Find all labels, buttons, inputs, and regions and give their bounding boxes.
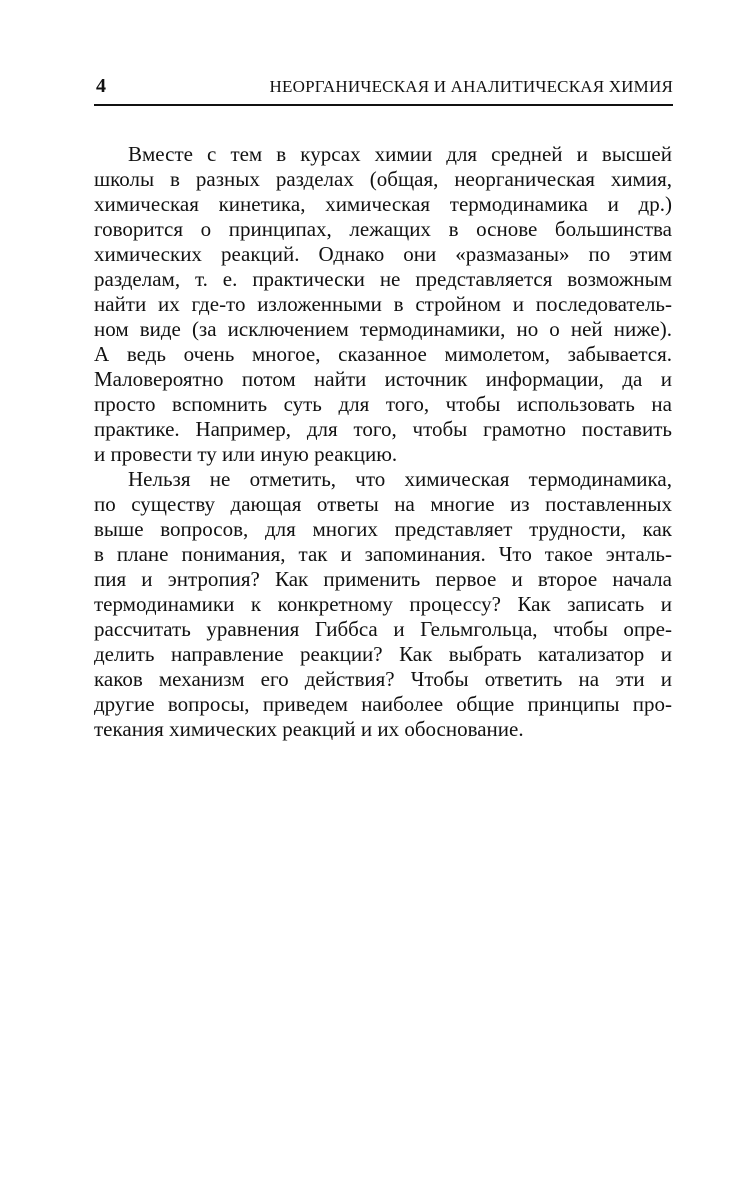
text-line: другие вопросы, приведем наиболее общие принципы про- [94, 692, 672, 716]
text-line: по существу дающая ответы на многие из поставленных [94, 492, 672, 516]
text-line: Маловероятно потом найти источник информации, да и [94, 367, 672, 391]
running-title: НЕОРГАНИЧЕСКАЯ И АНАЛИТИЧЕСКАЯ ХИМИЯ [269, 77, 673, 96]
running-header [94, 74, 673, 106]
text-line: в плане понимания, так и запоминания. Что такое энталь- [94, 542, 672, 566]
text-line: термодинамики к конкретному процессу? Как записать и [94, 592, 672, 616]
text-line: и провести ту или иную реакцию. [94, 442, 398, 466]
text-line: разделам, т. е. практически не представляется возможным [94, 267, 672, 291]
text-line: химическая кинетика, химическая термодинамика и др.) [94, 192, 672, 216]
text-line: рассчитать уравнения Гиббса и Гельмгольца, чтобы опре- [94, 617, 672, 641]
text-line: А ведь очень многое, сказанное мимолетом, забывается. [94, 342, 672, 366]
page-number: 4 [96, 75, 106, 97]
text-line: текания химических реакций и их обоснование. [94, 717, 524, 741]
paragraph-2 [94, 467, 672, 742]
text-line: школы в разных разделах (общая, неорганическая химия, [94, 167, 672, 191]
text-line: выше вопросов, для многих представляет трудности, как [94, 517, 672, 541]
text-line: говорится о принципах, лежащих в основе большинства [94, 217, 672, 241]
paragraph-1 [94, 142, 672, 467]
text-line: делить направление реакции? Как выбрать катализатор и [94, 642, 672, 666]
text-line: просто вспомнить суть для того, чтобы использовать на [94, 392, 672, 416]
text-line: химических реакций. Однако они «размазаны» по этим [94, 242, 672, 266]
body-text [94, 142, 672, 742]
text-line: практике. Например, для того, чтобы грамотно поставить [94, 417, 672, 441]
text-line: пия и энтропия? Как применить первое и второе начала [94, 567, 672, 591]
text-line: ном виде (за исключением термодинамики, но о ней ниже). [94, 317, 672, 341]
text-line: Нельзя не отметить, что химическая термодинамика, [128, 467, 672, 491]
text-line: найти их где-то изложенными в стройном и последователь- [94, 292, 672, 316]
text-line: Вместе с тем в курсах химии для средней и высшей [128, 142, 672, 166]
text-line: каков механизм его действия? Чтобы ответить на эти и [94, 667, 672, 691]
